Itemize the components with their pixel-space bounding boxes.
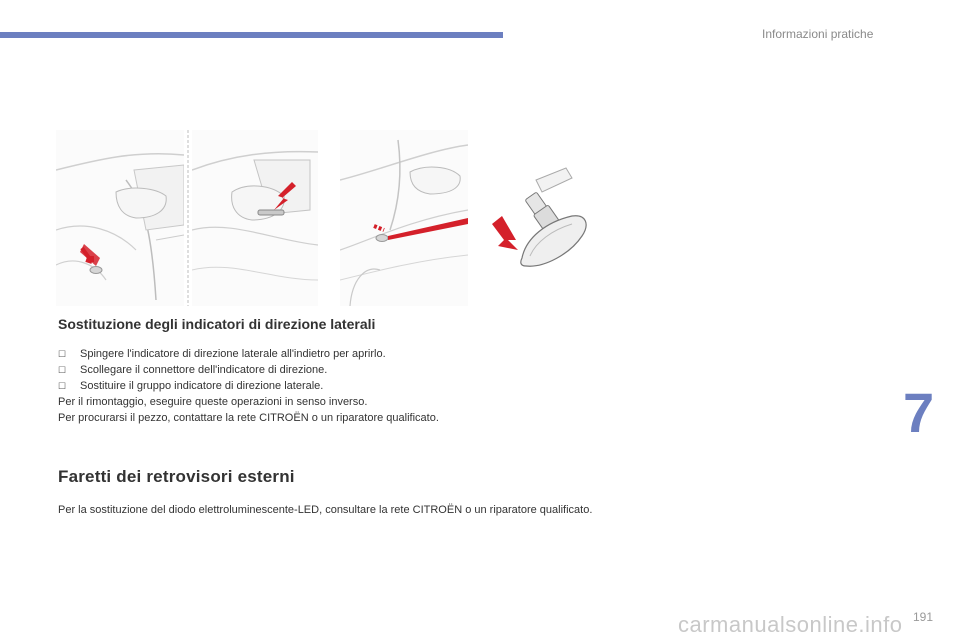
illustration-area	[56, 130, 596, 308]
list-item: ☐ Sostituire il gruppo indicatore di direzione laterale.	[58, 380, 324, 392]
illustration-indicator-connector	[486, 130, 596, 306]
note-reassembly: Per il rimontaggio, eseguire queste operazioni in senso inverso.	[58, 396, 368, 408]
list-item: ☐ Scollegare il connettore dell'indicatore di direzione.	[58, 364, 328, 376]
page-number: 191	[913, 610, 934, 624]
chapter-number: 7	[903, 381, 935, 444]
note-parts: Per procurarsi il pezzo, contattare la rete CITROËN o un riparatore qualificato.	[58, 412, 439, 424]
section-title: Informazioni pratiche	[762, 27, 874, 41]
checkbox-bullet-icon: ☐	[58, 381, 67, 391]
section-heading-turn-signals: Sostituzione degli indicatori di direzione laterali	[58, 316, 376, 332]
illustration-turn-signal-location	[56, 130, 184, 306]
figure-divider	[184, 130, 192, 306]
watermark: carmanualsonline.info	[678, 612, 903, 637]
checkbox-bullet-icon: ☐	[58, 349, 67, 359]
header-accent-bar	[0, 32, 503, 38]
mirror-lamp-text: Per la sostituzione del diodo elettroluminescente-LED, consultare la rete CITROËN o un riparatore qualificato.	[58, 504, 593, 516]
section-heading-mirror-lamps: Faretti dei retrovisori esterni	[58, 467, 295, 486]
checkbox-bullet-icon: ☐	[58, 365, 67, 375]
steps-list	[58, 346, 386, 394]
list-item: ☐ Spingere l'indicatore di direzione laterale all'indietro per aprirlo.	[58, 348, 386, 360]
illustration-mirror-lamp	[192, 130, 318, 306]
illustration-indicator-removal	[340, 130, 468, 306]
